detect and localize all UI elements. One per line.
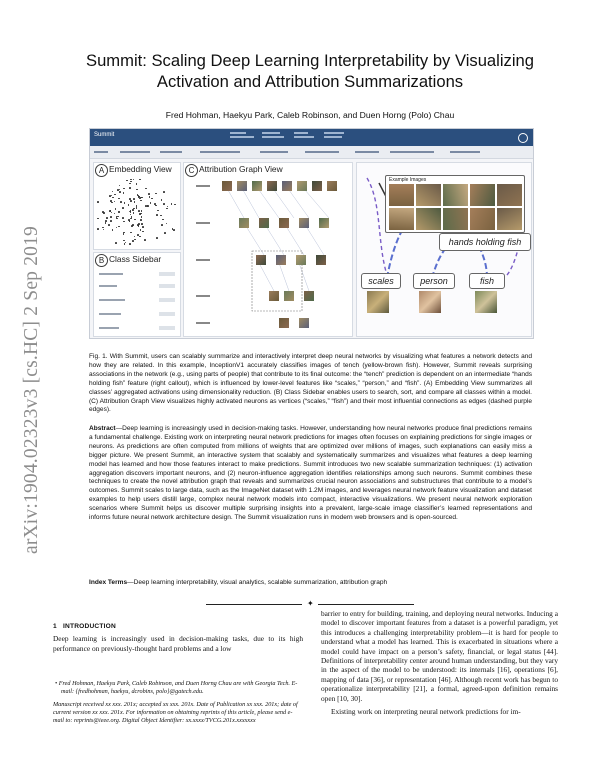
embedding-point <box>163 191 165 193</box>
embedding-point <box>129 183 131 185</box>
neuron-thumbnail <box>259 218 269 228</box>
embedding-point <box>109 195 111 197</box>
panel-badge: A <box>95 164 108 177</box>
embedding-point <box>110 220 112 222</box>
example-image <box>443 208 468 230</box>
header-stat <box>230 132 256 142</box>
embedding-point <box>132 209 134 211</box>
embedding-point <box>124 243 126 245</box>
neuron-thumbnail <box>284 291 294 301</box>
embedding-point <box>108 224 110 226</box>
attribution-graph-label: Attribution Graph View <box>199 164 283 174</box>
embedding-point <box>150 202 152 204</box>
embedding-point <box>105 220 107 222</box>
embedding-point <box>141 223 143 225</box>
embedding-point <box>140 229 142 231</box>
neuron-thumbnail <box>299 318 309 328</box>
embedding-point <box>174 204 176 206</box>
embedding-point <box>147 205 149 207</box>
embedding-point <box>132 224 134 226</box>
embedding-point <box>156 214 158 216</box>
embedding-point <box>130 179 132 181</box>
embedding-point <box>138 225 140 227</box>
embedding-point <box>122 207 124 209</box>
embedding-point <box>136 189 138 191</box>
example-images-title: Example Images <box>389 177 427 183</box>
neuron-thumbnail <box>327 181 337 191</box>
embedding-point <box>156 237 158 239</box>
figure-caption: Fig. 1. With Summit, users can scalably summarize and interactively interpret deep neural networks by visualizing what features a network detects and how they are related. In this example, InceptionV1 accurately classifies images of tench (yellow-brown fish). However, Summit reveals surprising associations in the network (e.g., using parts of people) that contribute to its final outcome: the “tench” prediction is dependent on an intermediate “hands holding fish” feature (right callout), which is influenced by lower-level features like “scales,” “person,” and “fish”. (A) Embedding View summarizes all classes’ aggregated activations using dimensionality reduction. (B) Class Sidebar enables users to search, sort, and compare all classes within a model. (C) Attribution Graph View visualizes highly activated neurons as vertices (“scales,” “fish”) and their most influential connections as edges (dashed purple edges). <box>89 353 532 414</box>
embedding-point <box>128 204 130 206</box>
embedding-point <box>132 240 134 242</box>
layer-label <box>196 222 210 224</box>
embedding-point <box>114 194 116 196</box>
embedding-point <box>162 219 164 221</box>
app-header-bar <box>90 129 533 146</box>
sidebar-row <box>99 325 175 331</box>
embedding-point <box>130 218 132 220</box>
embedding-point <box>111 202 113 204</box>
abstract <box>89 425 532 523</box>
intro-column-1 <box>53 622 303 653</box>
teaser-figure <box>89 128 534 339</box>
embedding-point <box>120 201 122 203</box>
arxiv-stamp <box>22 190 42 590</box>
callout-hands-holding-fish: hands holding fish <box>439 233 531 251</box>
embedding-point <box>129 243 131 245</box>
example-image <box>389 184 414 206</box>
embedding-point <box>155 205 157 207</box>
embedding-point <box>112 229 114 231</box>
footnote-manuscript: Manuscript received xx xxx. 201x; accepted xx xxx. 201x. Date of Publication xx xxx. 201x; date of current version xx xxx. 201x. For information on obtaining reprints of this article, please send e-mail to: reprints@ieee.org. Digital Object Identifier: xx.xxxx/TVCG.201x.xxxxxxx <box>53 700 298 725</box>
intro-text-col1: Deep learning is increasingly used in decision-making tasks, due to its high performance on previously-thought hard problems and a low <box>53 634 303 653</box>
neuron-thumbnail <box>267 181 277 191</box>
embedding-point <box>139 236 141 238</box>
intro-column-2 <box>321 609 558 716</box>
embedding-point <box>136 183 138 185</box>
neuron-thumbnail <box>296 255 306 265</box>
embedding-point <box>128 219 130 221</box>
embedding-point <box>112 191 114 193</box>
embedding-point <box>130 181 132 183</box>
embedding-point <box>161 224 163 226</box>
embedding-point <box>119 185 121 187</box>
neuron-thumbnail <box>319 218 329 228</box>
embedding-point <box>123 192 125 194</box>
embedding-point <box>116 216 118 218</box>
abstract-label: Abstract <box>89 425 116 432</box>
embedding-point <box>130 200 132 202</box>
intro-text-col2-continued: Existing work on interpreting neural network predictions for im- <box>331 707 521 717</box>
neuron-thumbnail <box>312 181 322 191</box>
embedding-point <box>110 216 112 218</box>
embedding-point <box>102 227 104 229</box>
layer-label <box>196 295 210 297</box>
embedding-point <box>173 229 175 231</box>
app-logo: Summit <box>94 132 115 138</box>
embedding-point <box>109 210 111 212</box>
header-stat <box>294 132 320 142</box>
embedding-point <box>123 188 125 190</box>
abstract-text: —Deep learning is increasingly used in decision-making tasks. However, understanding how neural networks produce final predictions remains a fundamental challenge. Existing work on interpreting neural network predictions for images often focuses on explaining predictions for single images or neurons. As predictions are often computed from millions of weights that are optimized over millions of images, such explanations can easily miss a bigger picture. We present Summit, an interactive system that scalably and systematically summarizes and visualizes what features a deep learning model has learned and how those features interact to make predictions. Summit introduces two new scalable summarization techniques: (1) activation aggregation discovers important neurons, and (2) neuron-influence aggregation identifies relationships among such neurons. Summit combines these techniques to create the novel attribution graph that reveals and summarizes crucial neuron associations and substructures that contribute to a model’s outcomes. Summit scales to large data, such as the ImageNet dataset with 1.2M images, and leverages neural network feature visualization and dataset examples to help users distill large, complex neural network models into compact, interactive visualizations. We present neural network exploration scenarios where Summit helps us discover multiple surprising insights into a prevalent, large-scale image classifier’s learned representations and informs future neural network architecture design. The Summit visualization runs in modern web browsers and is open-sourced. <box>89 425 532 522</box>
embedding-point <box>119 189 121 191</box>
embedding-point <box>151 198 153 200</box>
example-images-card <box>385 175 525 233</box>
embedding-point <box>166 223 168 225</box>
section-number: 1 <box>53 623 57 630</box>
embedding-point <box>139 179 141 181</box>
embedding-point <box>105 222 107 224</box>
example-image <box>389 208 414 230</box>
header-stat <box>262 132 288 142</box>
embedding-point <box>134 239 136 241</box>
embedding-point <box>103 229 105 231</box>
embedding-point <box>134 236 136 238</box>
app-toolbar <box>90 146 533 159</box>
embedding-point <box>157 210 159 212</box>
embedding-point <box>119 191 121 193</box>
embedding-point <box>160 215 162 217</box>
embedding-point <box>110 200 112 202</box>
neuron-thumbnail <box>239 218 249 228</box>
embedding-point <box>141 216 143 218</box>
class-sidebar-label: Class Sidebar <box>109 254 162 264</box>
embedding-point <box>134 219 136 221</box>
intro-text-col2: barrier to entry for building, training, and deploying neural networks. Inducing a model to discover important features from a dataset is a powerful paradigm, yet this introduces a challenging interpretability problem—it is hard for people to understand what a model has learned. This is exacerbated in situations where a model could have impact on a person’s safety, financial, or legal status [44]. Definitions of interpretability center around human understanding, but they vary in the aspect of the model to be understood: its internals [16], operations [6], mapping of data [36], or representation [46]. Although recent work has begun to operationalize interpretability [21], a formal, agreed-upon definition remains open [10, 30]. <box>321 609 558 703</box>
embedding-point <box>166 208 168 210</box>
embedding-point <box>133 212 135 214</box>
embedding-point <box>123 240 125 242</box>
footnote-author: • Fred Hohman, Haekyu Park, Caleb Robinson, and Duen Horng Chau are with Georgia Tech. E-mail: {fredhohman, haekyu, dcrobins, polo}@gatech.edu. <box>55 680 298 696</box>
embedding-point <box>136 207 138 209</box>
embedding-point <box>117 216 119 218</box>
embedding-point <box>133 198 135 200</box>
example-image <box>497 208 522 230</box>
neuron-thumbnail <box>297 181 307 191</box>
sidebar-row <box>99 311 175 317</box>
embedding-point <box>149 196 151 198</box>
embedding-point <box>145 188 147 190</box>
fish-image <box>475 291 497 313</box>
neuron-thumbnail <box>252 181 262 191</box>
layer-label <box>196 259 210 261</box>
layer-label <box>196 322 210 324</box>
embedding-point <box>144 239 146 241</box>
example-image <box>470 184 495 206</box>
header-stat <box>324 132 350 142</box>
embedding-point <box>142 226 144 228</box>
embedding-view <box>93 162 181 250</box>
embedding-point <box>130 232 132 234</box>
embedding-point <box>115 208 117 210</box>
embedding-point <box>114 201 116 203</box>
neuron-thumbnail <box>269 291 279 301</box>
sidebar-row <box>99 271 175 277</box>
example-image <box>470 208 495 230</box>
embedding-point <box>130 214 132 216</box>
footnotes <box>53 680 303 729</box>
paper-title: Summit: Scaling Deep Learning Interpretability by Visualizing Activation and Attribution Summarizations <box>86 51 534 91</box>
sidebar-row <box>99 297 175 303</box>
embedding-view-label: Embedding View <box>109 164 172 174</box>
embedding-point <box>116 227 118 229</box>
embedding-point <box>164 232 166 234</box>
panel-badge: B <box>95 254 108 267</box>
section-heading <box>53 622 303 631</box>
example-image <box>416 208 441 230</box>
example-image <box>443 184 468 206</box>
embedding-point <box>114 213 116 215</box>
neuron-thumbnail <box>222 181 232 191</box>
paper-authors: Fred Hohman, Haekyu Park, Caleb Robinson, and Duen Horng (Polo) Chau <box>165 110 455 120</box>
section-title: INTRODUCTION <box>62 623 116 630</box>
neuron-thumbnail <box>237 181 247 191</box>
panel-badge: C <box>185 164 198 177</box>
embedding-point <box>133 179 135 181</box>
embedding-point <box>112 197 114 199</box>
embedding-point <box>141 210 143 212</box>
sidebar-row <box>99 283 175 289</box>
embedding-point <box>122 217 124 219</box>
attribution-graph-view <box>183 162 353 337</box>
neuron-thumbnail <box>316 255 326 265</box>
embedding-point <box>142 231 144 233</box>
embedding-point <box>140 219 142 221</box>
neuron-thumbnail <box>282 181 292 191</box>
embedding-point <box>125 242 127 244</box>
embedding-point <box>134 201 136 203</box>
neuron-thumbnail <box>276 255 286 265</box>
embedding-point <box>129 198 131 200</box>
class-sidebar <box>93 252 181 337</box>
embedding-point <box>111 212 113 214</box>
embedding-point <box>148 193 150 195</box>
embedding-point <box>115 242 117 244</box>
index-terms <box>89 579 532 588</box>
embedding-point <box>130 211 132 213</box>
embedding-point <box>129 187 131 189</box>
neuron-thumbnail <box>256 255 266 265</box>
embedding-point <box>97 228 99 230</box>
embedding-point <box>124 202 126 204</box>
embedding-point <box>118 226 120 228</box>
embedding-point <box>155 193 157 195</box>
person-image <box>419 291 441 313</box>
embedding-point <box>163 203 165 205</box>
neuron-thumbnail <box>279 218 289 228</box>
diamond-icon: ✦ <box>307 599 314 608</box>
index-terms-text: —Deep learning interpretability, visual analytics, scalable summarization, attribution graph <box>127 579 388 586</box>
scales-image <box>367 291 389 313</box>
neuron-thumbnail <box>279 318 289 328</box>
callout-person: person <box>413 273 455 289</box>
embedding-point <box>118 198 120 200</box>
embedding-point <box>103 212 105 214</box>
embedding-point <box>106 217 108 219</box>
neuron-thumbnail <box>299 218 309 228</box>
neuron-thumbnail <box>304 291 314 301</box>
embedding-point <box>123 221 125 223</box>
callout-scales: scales <box>361 273 401 289</box>
info-icon <box>518 133 528 143</box>
example-image <box>497 184 522 206</box>
embedding-point <box>123 233 125 235</box>
embedding-point <box>171 203 173 205</box>
index-terms-label: Index Terms <box>89 579 128 586</box>
embedding-point <box>126 180 128 182</box>
section-separator <box>206 600 416 608</box>
embedding-point <box>140 200 142 202</box>
embedding-point <box>97 201 99 203</box>
embedding-point <box>117 189 119 191</box>
embedding-point <box>131 216 133 218</box>
embedding-point <box>97 218 99 220</box>
example-image <box>416 184 441 206</box>
zoomed-callout-panel <box>356 162 532 337</box>
arxiv-stamp-text: arXiv:1904.02323v3 [cs.HC] 2 Sep 2019 <box>21 225 42 555</box>
embedding-point <box>161 199 163 201</box>
layer-label <box>196 185 210 187</box>
callout-fish: fish <box>469 273 505 289</box>
embedding-point <box>138 210 140 212</box>
